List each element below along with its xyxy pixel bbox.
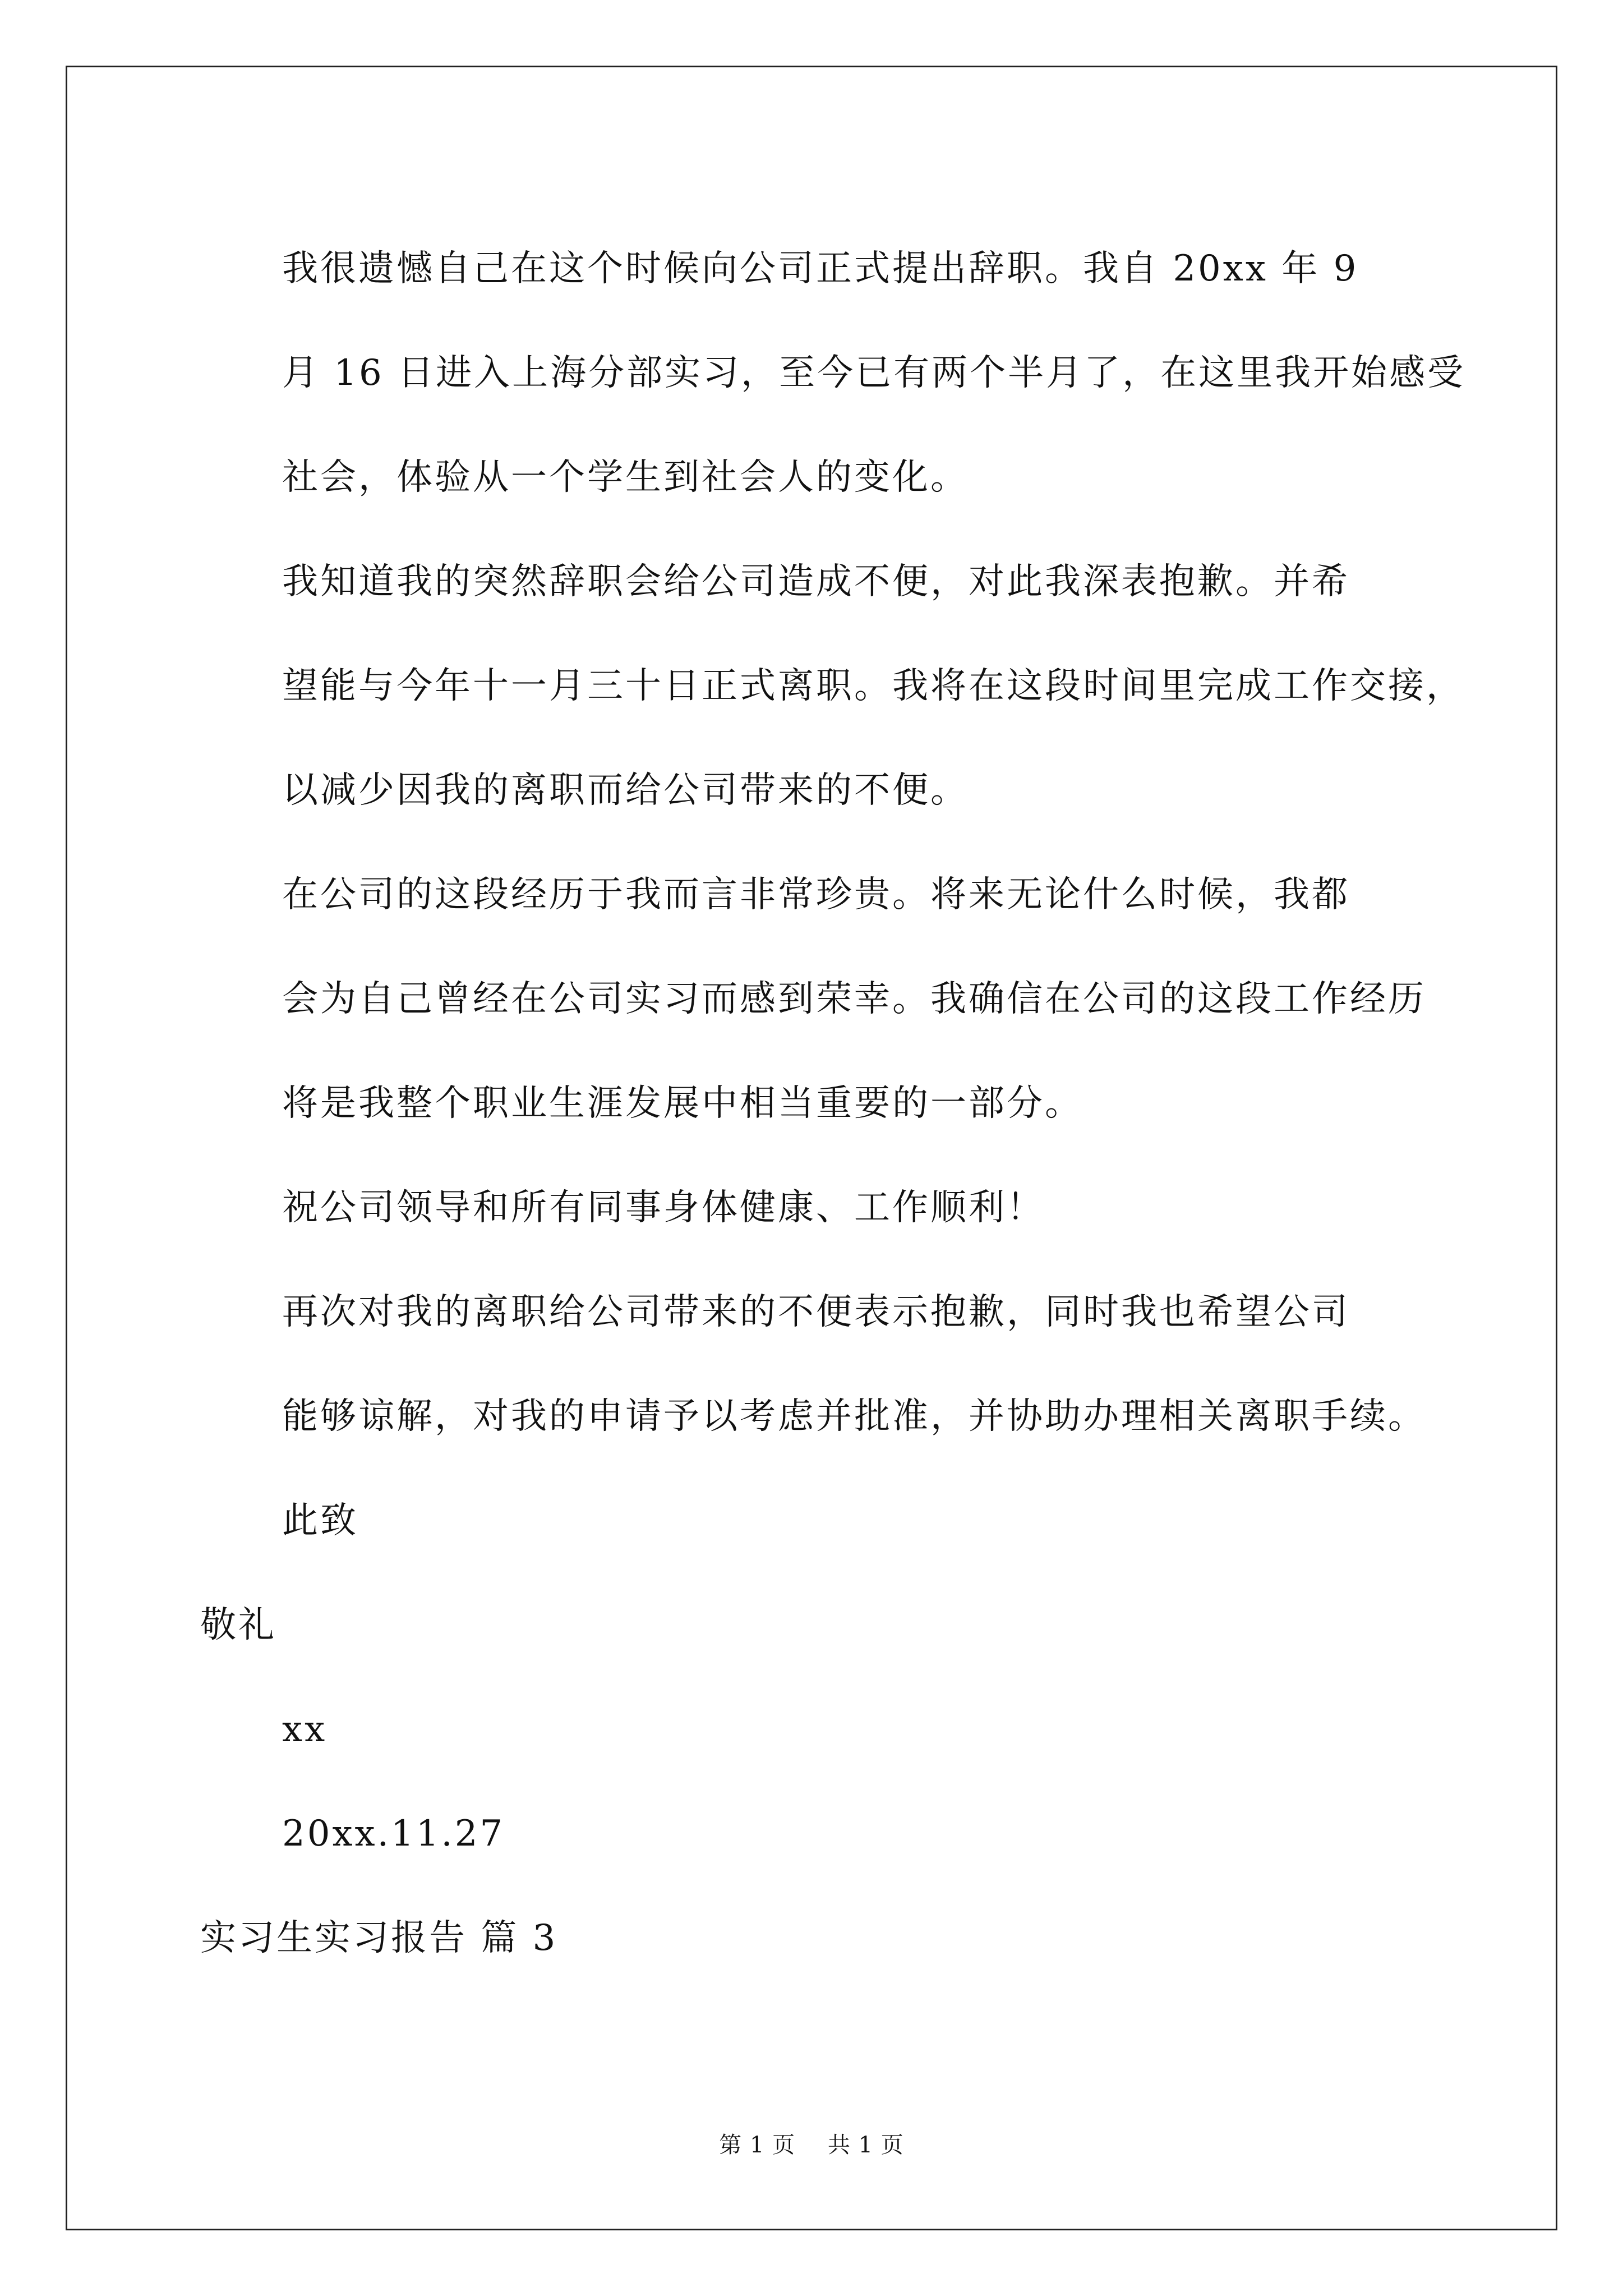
page-total: 共 1 页 [827,2132,904,2158]
signature-date [200,1782,1490,1886]
text-line: 社会，体验从一个学生到社会人的变化。 [282,457,969,498]
document-body [200,217,1490,1990]
text-line: 实习生实习报告 篇 3 [200,1917,558,1959]
section-heading [200,1886,1490,1990]
closing-salutation [200,1469,1490,1573]
text-line: 将是我整个职业生涯发展中相当重要的一部分。 [282,1083,1083,1124]
text-line: 望能与今年十一月三十日正式离职。我将在这段时间里完成工作交接， [282,665,1464,707]
paragraph-apology [200,530,1490,843]
text-line: 以减少因我的离职而给公司带来的不便。 [282,770,969,811]
paragraph-experience [200,843,1490,1156]
paragraph-resignation-intro [200,217,1490,530]
text-line: 会为自己曾经在公司实习而感到荣幸。我确信在公司的这段工作经历 [282,978,1426,1020]
text-line: xx [282,1709,328,1750]
text-line: 再次对我的离职给公司带来的不便表示抱歉，同时我也希望公司 [282,1291,1350,1333]
text-line: 我很遗憾自己在这个时候向公司正式提出辞职。我自 20xx 年 9 [282,248,1359,289]
text-line: 敬礼 [200,1604,276,1646]
text-line: 在公司的这段经历于我而言非常珍贵。将来无论什么时候，我都 [282,874,1350,915]
text-line: 祝公司领导和所有同事身体健康、工作顺利！ [282,1187,1045,1228]
text-line: 20xx.11.27 [282,1813,505,1855]
text-line: 此致 [282,1500,358,1542]
signature-name [200,1677,1490,1782]
page-number: 第 1 页 [719,2132,796,2158]
paragraph-request [200,1260,1490,1469]
paragraph-wishes [200,1156,1490,1260]
text-line: 能够谅解，对我的申请予以考虑并批准，并协助办理相关离职手续。 [282,1396,1426,1437]
page-footer [0,2131,1623,2160]
closing-regards [200,1573,1490,1677]
text-line: 月 16 日进入上海分部实习，至今已有两个半月了，在这里我开始感受 [282,352,1466,394]
text-line: 我知道我的突然辞职会给公司造成不便，对此我深表抱歉。并希 [282,561,1350,602]
